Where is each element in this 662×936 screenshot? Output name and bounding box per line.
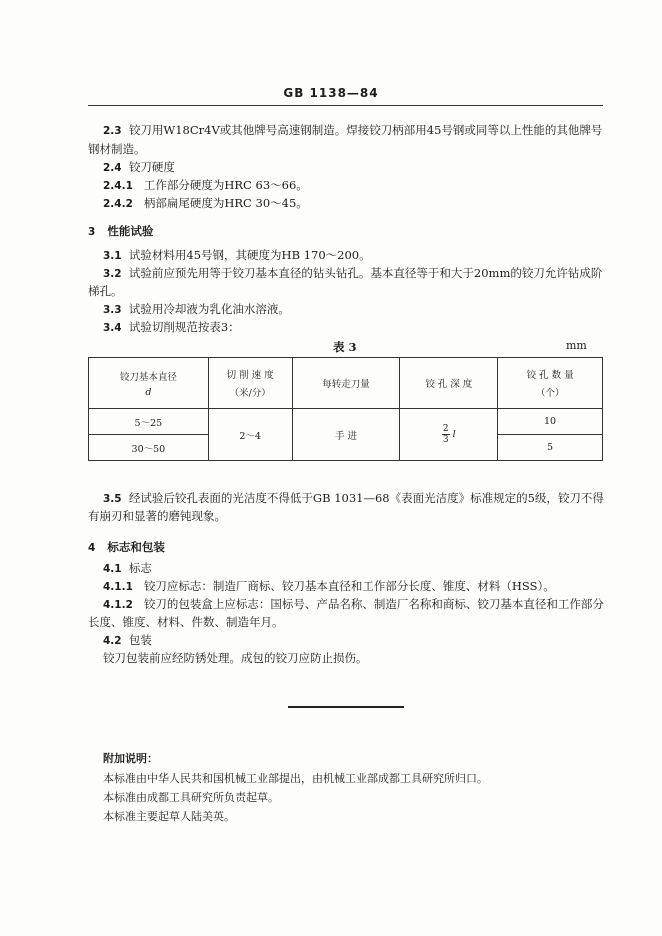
cell-count: 5 bbox=[498, 435, 603, 461]
clause-text: 铰刀应标志：制造厂商标、铰刀基本直径和工作部分长度、锥度、材料（HSS）。 bbox=[143, 579, 555, 593]
cell-diameter: 30～50 bbox=[89, 435, 209, 461]
header-speed-label: 切 削 速 度 bbox=[226, 370, 274, 381]
table-unit: mm bbox=[566, 339, 587, 352]
clause-text: 试验用冷却液为乳化油水溶液。 bbox=[128, 302, 290, 316]
cell-depth bbox=[400, 409, 498, 461]
note-line: 本标准由中华人民共和国机械工业部提出，由机械工业部成都工具研究所归口。 bbox=[103, 772, 488, 785]
clause-text: 试验前应预先用等于铰刀基本直径的钻头钻孔。基本直径等于和大于20mm的铰刀允许钻成阶 bbox=[128, 266, 603, 280]
clause-3-1 bbox=[103, 246, 371, 265]
clause-3-3 bbox=[103, 300, 290, 319]
table-row bbox=[89, 409, 603, 435]
depth-numerator: 2 bbox=[442, 424, 449, 434]
clause-4-1-1 bbox=[103, 577, 555, 596]
clause-4-1 bbox=[103, 559, 152, 578]
clause-3-5 bbox=[103, 489, 604, 508]
end-rule bbox=[288, 706, 404, 708]
note-line: 本标准主要起草人陆美英。 bbox=[103, 810, 235, 823]
clause-text: 铰刀用W18Cr4V或其他牌号高速钢制造。焊接铰刀柄部用45号钢或同等以上性能的其他牌号 bbox=[128, 123, 603, 137]
depth-fraction bbox=[442, 424, 450, 445]
clause-number: 3.2 bbox=[103, 268, 122, 280]
clause-2-3-cont bbox=[88, 140, 146, 158]
clause-number: 4.1.2 bbox=[103, 599, 133, 611]
clause-4-2-body bbox=[103, 649, 368, 667]
clause-text: 铰刀的包装盒上应标志：国标号、产品名称、制造厂名称和商标、铰刀基本直径和工作部分 bbox=[143, 597, 604, 611]
clause-3-2-cont bbox=[88, 282, 123, 300]
section-title: 标志和包装 bbox=[107, 540, 165, 554]
clause-number: 4.1 bbox=[103, 563, 122, 575]
section-number: 3 bbox=[88, 226, 96, 238]
cell-feed: 手 进 bbox=[292, 409, 400, 461]
clause-text: 试验切削规范按表3： bbox=[128, 320, 240, 334]
clause-3-4 bbox=[103, 318, 240, 337]
clause-4-1-2 bbox=[103, 595, 604, 614]
clause-number: 4.1.1 bbox=[103, 581, 133, 593]
clause-text: 铰刀硬度 bbox=[128, 160, 175, 174]
clause-2-3 bbox=[103, 121, 602, 140]
header-diameter-label: 铰刀基本直径 bbox=[119, 371, 177, 383]
note-title: 附加说明： bbox=[103, 752, 158, 765]
clause-number: 3.5 bbox=[103, 493, 122, 505]
clause-text: 柄部扁尾硬度为HRC 30～45。 bbox=[143, 196, 308, 210]
header-depth: 铰 孔 深 度 bbox=[400, 358, 498, 409]
clause-text: 长度、锥度、材料、件数、制造年月。 bbox=[88, 615, 284, 629]
section-title: 性能试验 bbox=[107, 224, 154, 238]
header-diameter-symbol: d bbox=[145, 386, 152, 398]
clause-4-1-2-cont bbox=[88, 613, 284, 631]
table-header-row bbox=[89, 358, 603, 409]
clause-text: 试验材料用45号钢，其硬度为HB 170～200。 bbox=[128, 248, 371, 262]
clause-2-4-1 bbox=[103, 176, 308, 195]
clause-text: 经试验后铰孔表面的光洁度不得低于GB 1031—68《表面光洁度》标准规定的5级，铰刀不得 bbox=[128, 491, 604, 505]
clause-text: 工作部分硬度为HRC 63～66。 bbox=[143, 178, 308, 192]
page-header: GB 1138—84 bbox=[283, 86, 379, 100]
header-speed-unit: （米/分） bbox=[229, 388, 271, 399]
cell-count: 10 bbox=[498, 409, 603, 435]
section-4-heading bbox=[88, 538, 165, 557]
header-count-label: 铰 孔 数 量 bbox=[526, 370, 574, 381]
cell-diameter: 5～25 bbox=[89, 409, 209, 435]
clause-number: 2.4 bbox=[103, 162, 122, 174]
clause-number: 3.4 bbox=[103, 322, 122, 334]
clause-text: 有崩刃和显著的磨钝现象。 bbox=[88, 509, 226, 523]
header-speed bbox=[208, 358, 292, 409]
section-3-heading bbox=[88, 222, 153, 241]
clause-3-5-cont bbox=[88, 507, 226, 525]
clause-3-2 bbox=[103, 264, 602, 283]
clause-2-4 bbox=[103, 158, 175, 177]
header-rule bbox=[88, 105, 603, 106]
clause-number: 4.2 bbox=[103, 635, 122, 647]
clause-text: 梯孔。 bbox=[88, 284, 123, 298]
section-number: 4 bbox=[88, 542, 96, 554]
header-count bbox=[498, 358, 603, 409]
clause-text: 标志 bbox=[128, 561, 152, 575]
depth-denominator: 3 bbox=[442, 435, 449, 445]
depth-variable: l bbox=[452, 429, 456, 440]
header-feed: 每转走刀量 bbox=[292, 358, 400, 409]
clause-text: 铰刀包装前应经防锈处理。成包的铰刀应防止损伤。 bbox=[103, 651, 368, 665]
clause-4-2 bbox=[103, 631, 152, 650]
clause-2-4-2 bbox=[103, 194, 308, 213]
cell-speed: 2～4 bbox=[208, 409, 292, 461]
header-count-unit: （个） bbox=[535, 388, 565, 399]
clause-text: 钢材制造。 bbox=[88, 142, 146, 156]
clause-number: 3.3 bbox=[103, 304, 122, 316]
note-line: 本标准由成都工具研究所负责起草。 bbox=[103, 791, 279, 804]
clause-number: 2.4.1 bbox=[103, 180, 133, 192]
clause-number: 2.3 bbox=[103, 125, 122, 137]
cutting-spec-table bbox=[88, 357, 603, 461]
clause-number: 3.1 bbox=[103, 250, 122, 262]
header-diameter bbox=[89, 358, 209, 409]
clause-number: 2.4.2 bbox=[103, 198, 133, 210]
clause-text: 包装 bbox=[128, 633, 152, 647]
table-caption: 表 3 bbox=[333, 340, 357, 354]
